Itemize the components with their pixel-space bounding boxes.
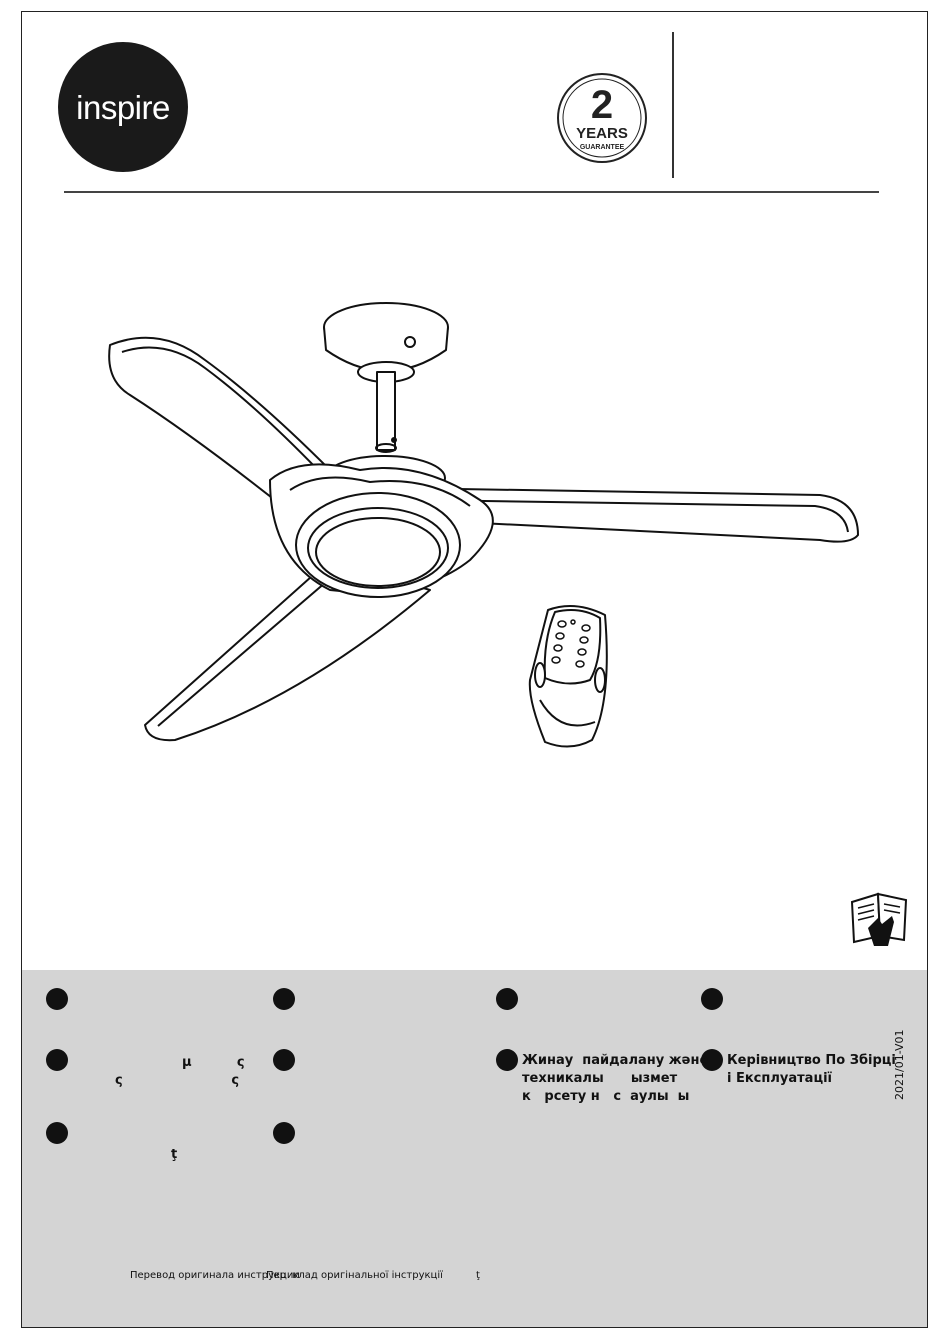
translation-ru: Перевод оригинала инструкции xyxy=(130,1270,300,1281)
ukrainian-line-2: і Експлуатації xyxy=(727,1071,832,1086)
kazakh-line-1: Жинау пайдалану және xyxy=(522,1053,709,1068)
guarantee-label: GUARANTEE xyxy=(579,144,625,151)
language-bullet xyxy=(46,988,68,1010)
language-bullet xyxy=(496,1049,518,1071)
fragment-a-line-2: ς ς xyxy=(115,1073,240,1088)
guarantee-years: YEARS xyxy=(576,125,628,142)
header-divider xyxy=(672,32,674,178)
guarantee-badge xyxy=(556,72,648,164)
fragment-a-line-1: μ ς xyxy=(182,1055,245,1070)
inspire-logo xyxy=(58,42,188,172)
kazakh-line-2: техникалы ызмет xyxy=(522,1071,678,1086)
language-bullet xyxy=(273,988,295,1010)
language-bullet xyxy=(496,988,518,1010)
document-code: 2021/01-V01 xyxy=(893,1029,906,1100)
guarantee-number: 2 xyxy=(590,83,614,127)
language-bullet xyxy=(273,1049,295,1071)
translation-uk: Пер клад оригінальної інструкції xyxy=(266,1270,443,1281)
kazakh-line-3: к рсету н с аулы ы xyxy=(522,1089,690,1104)
language-bullet xyxy=(701,988,723,1010)
language-bullet xyxy=(273,1122,295,1144)
fragment-b: ţ xyxy=(171,1147,178,1162)
language-bullet xyxy=(46,1122,68,1144)
logo-text: inspire xyxy=(76,89,170,126)
translation-other: ţ xyxy=(476,1270,480,1281)
read-manual-icon xyxy=(848,888,912,950)
header-rule xyxy=(64,191,879,193)
ceiling-fan-illustration xyxy=(0,280,950,760)
ukrainian-line-1: Керівництво По Збірці xyxy=(727,1053,896,1068)
language-bullet xyxy=(46,1049,68,1071)
